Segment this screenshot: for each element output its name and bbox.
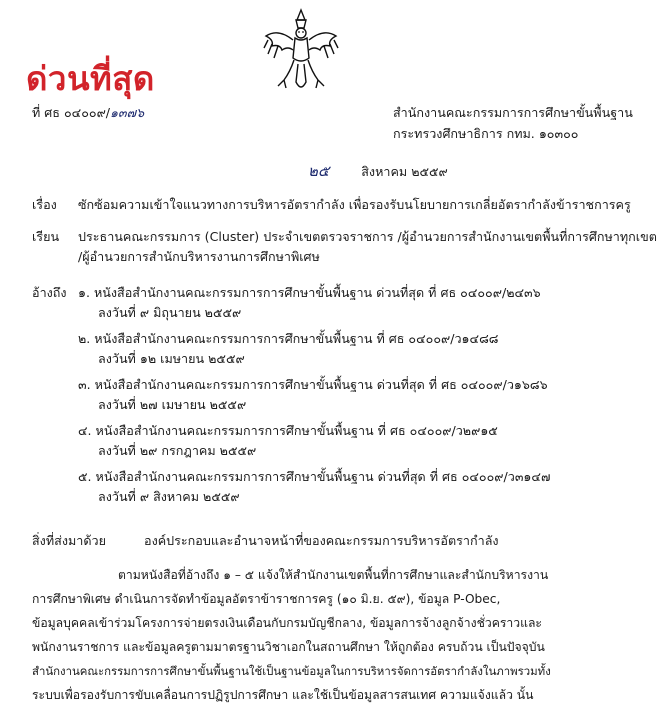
subject-label: เรื่อง [32,197,57,212]
reference-item-5: ๕. หนังสือสำนักงานคณะกรรมการการศึกษาขั้นพื้นฐาน ด่วนที่สุด ที่ ศธ ๐๔๐๐๙/ว๓๑๔๗ [78,469,551,484]
body-line-6: ระบบเพื่อรองรับการขับเคลื่อนการปฏิรูปการศึกษา และใช้เป็นข้อมูลสารสนเทศ ความแจ้งแล้ว นั้น [32,688,534,702]
subject-text: ซักซ้อมความเข้าใจแนวทางการบริหารอัตรากำลัง เพื่อรองรับนโยบายการเกลี่ยอัตรากำลังข้าราชการครู [78,197,631,212]
date-day-handwritten: ๒๕ [308,162,330,180]
body-line-3: ข้อมูลบุคคลเข้าร่วมโครงการจ่ายตรงเงินเดือนกับกรมบัญชีกลาง, ข้อมูลการจ้างลูกจ้างชั่วคราวและ [32,616,542,630]
reference-item-5-date: ลงวันที่ ๙ สิงหาคม ๒๕๕๙ [98,489,240,504]
body-line-4: พนักงานราชการ และข้อมูลครูตามมาตรฐานวิชาเอกในสถานศึกษา ให้ถูกต้อง ครบถ้วน เป็นปัจจุบัน [32,640,545,654]
reference-item-4-date: ลงวันที่ ๒๙ กรกฎาคม ๒๕๕๙ [98,443,257,458]
enclosure-label: สิ่งที่ส่งมาด้วย [32,533,106,548]
body-line-1: ตามหนังสือที่อ้างถึง ๑ – ๕ แจ้งให้สำนักงานเขตพื้นที่การศึกษาและสำนักบริหารงาน [118,568,549,582]
ref-prefix: ที่ ศธ ๐๔๐๐๙/ [32,105,111,120]
body-line-5: สำนักงานคณะกรรมการการศึกษาขั้นพื้นฐานใช้เป็นฐานข้อมูลในการบริหารจัดการอัตรากำลังในภาพรวมทั้ง [32,664,551,678]
references-label: อ้างถึง [32,285,67,300]
reference-item-3-date: ลงวันที่ ๒๗ เมษายน ๒๕๕๙ [98,397,247,412]
letter-date [308,162,448,181]
reference-item-1: ๑. หนังสือสำนักงานคณะกรรมการการศึกษาขั้นพื้นฐาน ด่วนที่สุด ที่ ศธ ๐๔๐๐๙/๒๔๓๖ [78,285,541,300]
date-month-year: สิงหาคม ๒๕๕๙ [361,164,448,179]
recipient-label: เรียน [32,229,60,244]
urgency-stamp: ด่วนที่สุด [26,59,155,98]
reference-item-2: ๒. หนังสือสำนักงานคณะกรรมการการศึกษาขั้นพื้นฐาน ที่ ศธ ๐๔๐๐๙/ว๑๔๘๘ [78,331,499,346]
office-name: สำนักงานคณะกรรมการการศึกษาขั้นพื้นฐาน [393,105,633,120]
enclosure-text: องค์ประกอบและอำนาจหน้าที่ของคณะกรรมการบริหารอัตรากำลัง [144,533,499,548]
recipient-line-2: /ผู้อำนวยการสำนักบริหารงานการศึกษาพิเศษ [78,249,320,264]
reference-item-2-date: ลงวันที่ ๑๒ เมษายน ๒๕๕๙ [98,351,245,366]
recipient-line-1: ประธานคณะกรรมการ (Cluster) ประจำเขตตรวจราชการ /ผู้อำนวยการสำนักงานเขตพื้นที่การศึกษาทุกเขต [78,229,657,244]
garuda-emblem [260,6,342,96]
reference-item-4: ๔. หนังสือสำนักงานคณะกรรมการการศึกษาขั้นพื้นฐาน ที่ ศธ ๐๔๐๐๙/ว๒๙๑๕ [78,423,498,438]
reference-number [32,104,144,122]
reference-item-3: ๓. หนังสือสำนักงานคณะกรรมการการศึกษาขั้นพื้นฐาน ด่วนที่สุด ที่ ศธ ๐๔๐๐๙/ว๑๖๘๖ [78,377,548,392]
ref-handwritten-number: ๑๓๗๖ [110,105,145,120]
body-line-2: การศึกษาพิเศษ ดำเนินการจัดทำข้อมูลอัตราข้าราชการครู (๑๐ มิ.ย. ๕๙), ข้อมูล P-Obec, [32,592,501,606]
reference-item-1-date: ลงวันที่ ๙ มิถุนายน ๒๕๕๙ [98,305,242,320]
office-address: กระทรวงศึกษาธิการ กทม. ๑๐๓๐๐ [393,126,579,141]
